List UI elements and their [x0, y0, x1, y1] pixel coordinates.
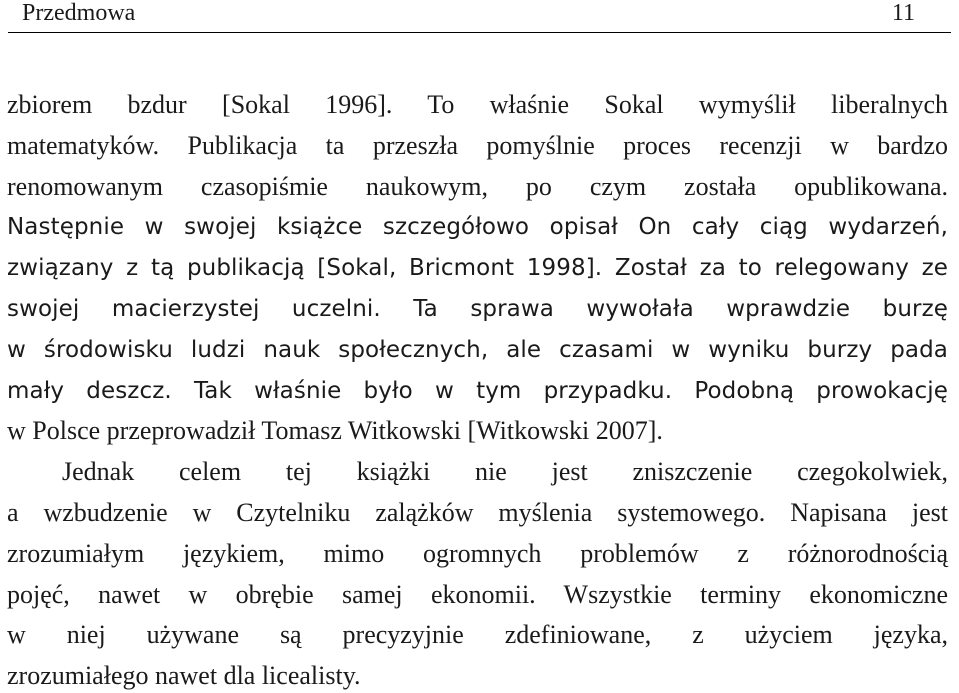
text-line: mały deszcz. Tak właśnie było w tym przypadku. Podobną prowokację: [7, 377, 948, 404]
running-header: [8, 0, 951, 33]
text-line: renomowanym czasopiśmie naukowym, po czym została opublikowana.: [7, 171, 948, 201]
text-line: pojęć, nawet w obrębie samej ekonomii. Wszystkie terminy ekonomiczne: [7, 579, 948, 609]
chapter-title: Przedmowa: [22, 0, 136, 26]
text-line: a wzbudzenie w Czytelniku zalążków myślenia systemowego. Napisana jest: [7, 498, 948, 527]
text-line: zbiorem bzdur [Sokal 1996]. To właśnie Sokal wymyślił liberalnych: [7, 90, 948, 119]
text-line: matematyków. Publikacja ta przeszła pomyślnie proces recenzji w bardzo: [7, 130, 948, 160]
text-line: swojej macierzystej uczelni. Ta sprawa wywołała wprawdzie burzę: [7, 296, 948, 322]
page-number: 11: [891, 0, 915, 26]
text-line: zrozumiałym językiem, mimo ogromnych problemów z różnorodnością: [7, 538, 948, 568]
text-line: w niej używane są precyzyjnie zdefiniowane, z użyciem języka,: [7, 620, 948, 650]
text-line: w Polsce przeprowadził Tomasz Witkowski [Witkowski 2007].: [7, 416, 663, 446]
text-line: Następnie w swojej książce szczegółowo opisał On cały ciąg wydarzeń,: [7, 214, 948, 241]
text-line: Jednak celem tej książki nie jest zniszczenie czegokolwiek,: [62, 457, 948, 487]
text-line: związany z tą publikacją [Sokal, Bricmont 1998]. Został za to relegowany ze: [7, 255, 948, 282]
text-line: w środowisku ludzi nauk społecznych, ale czasami w wyniku burzy pada: [7, 336, 948, 363]
text-line: zrozumiałego nawet dla licealisty.: [7, 661, 361, 691]
